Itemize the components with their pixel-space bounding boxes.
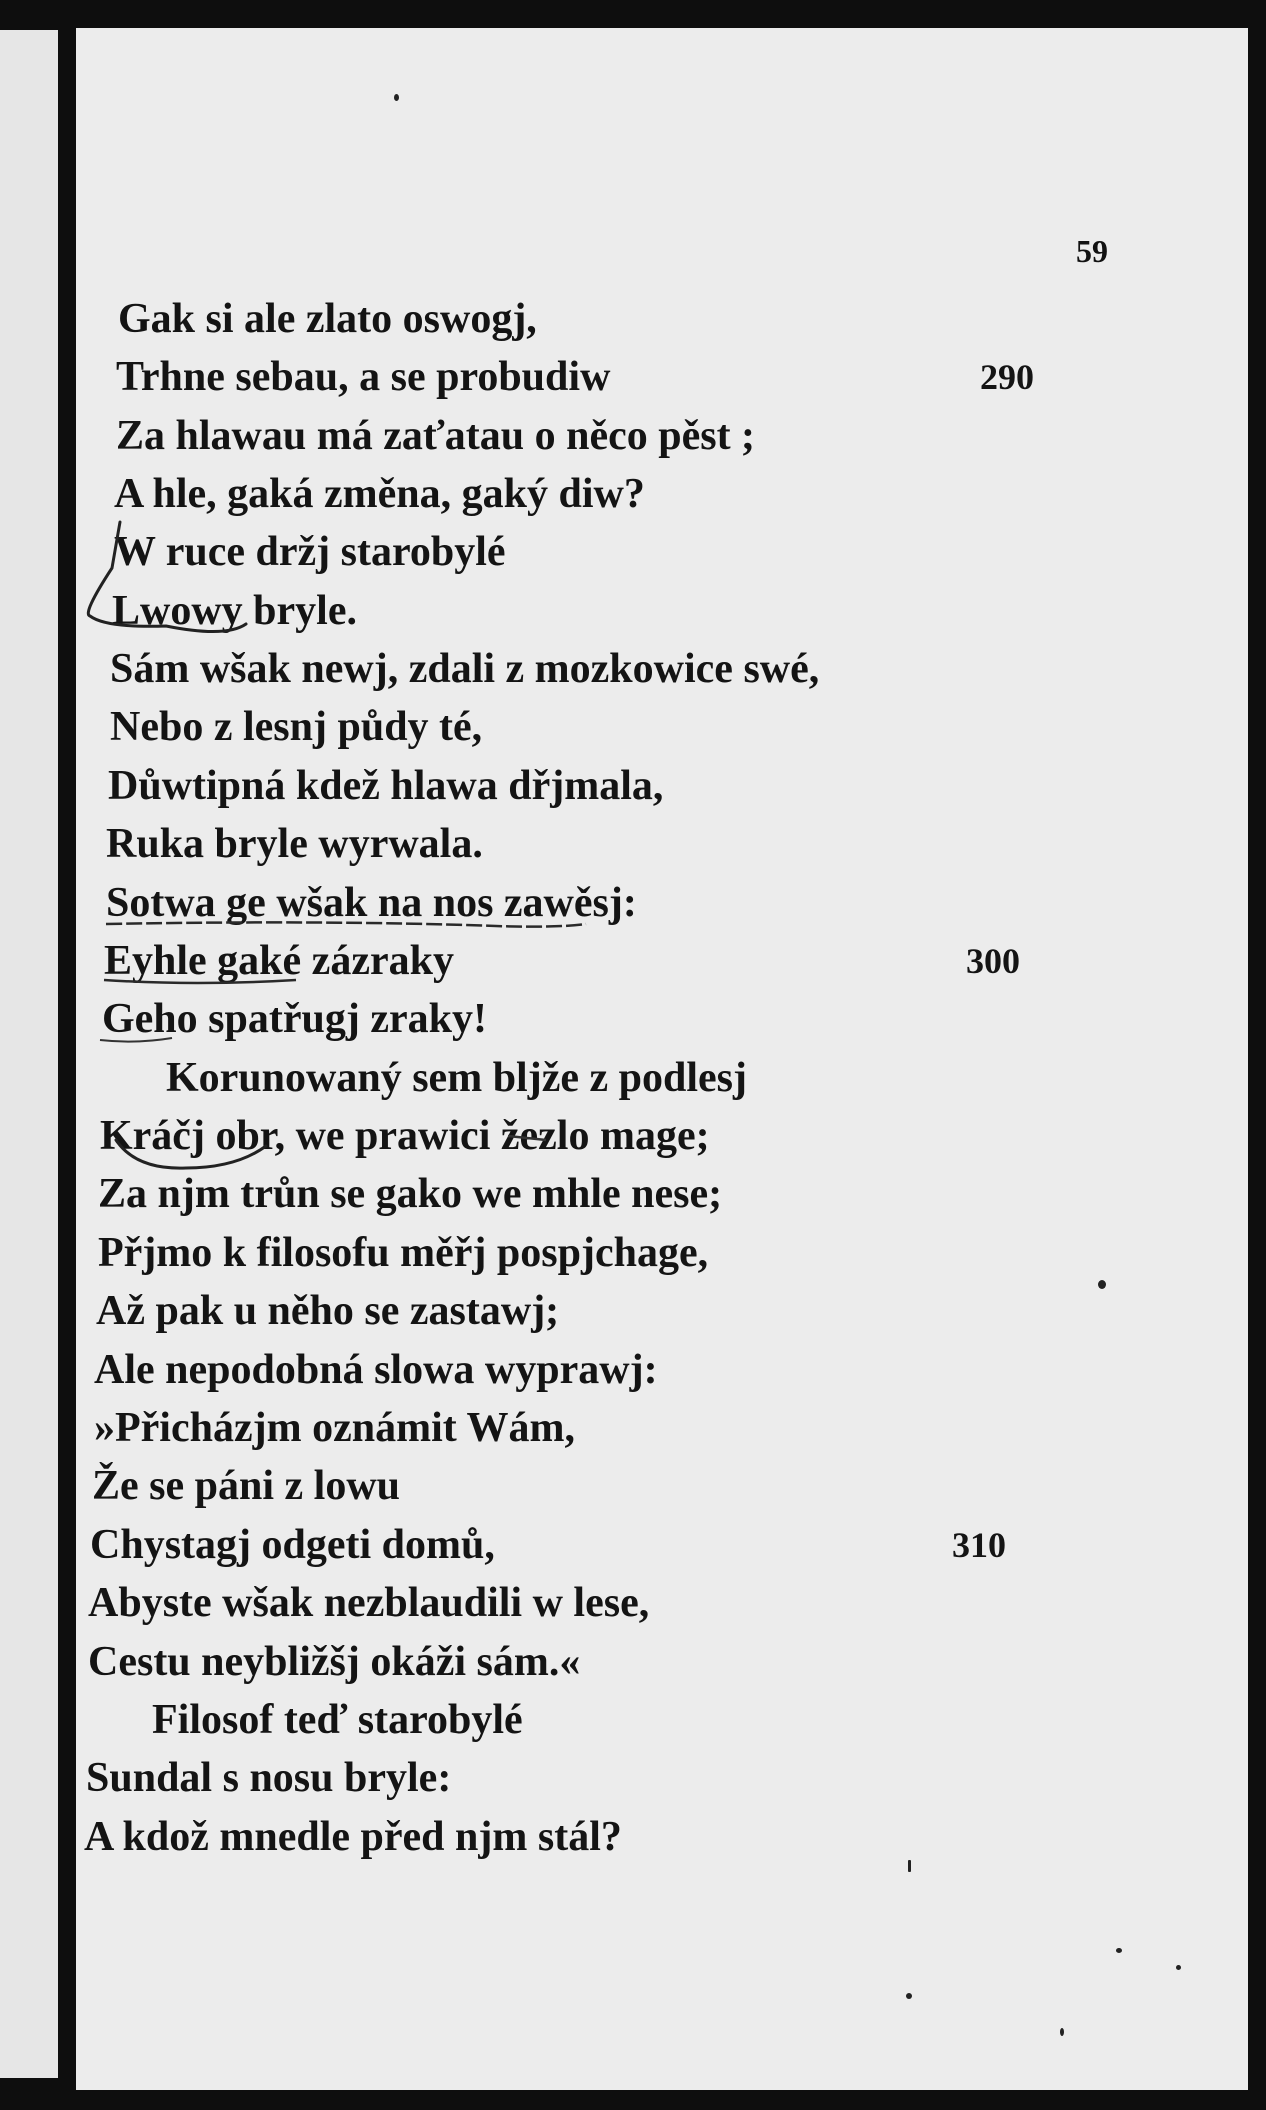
poem-line: A kdož mnedle před njm stál? — [84, 1814, 622, 1860]
poem-line: Abyste wšak nezblaudili w lese, — [88, 1580, 650, 1626]
verse-number: 290 — [980, 357, 1034, 397]
scan-speck — [394, 94, 399, 101]
adjacent-page-edge — [0, 30, 58, 2078]
poem-line: Geho spatřugj zraky! — [102, 996, 487, 1042]
poem-line: Ruka bryle wyrwala. — [106, 821, 483, 867]
scan-speck — [1098, 1280, 1106, 1289]
poem-line: Lwowy bryle. — [112, 588, 357, 634]
scan-speck — [1176, 1965, 1181, 1970]
scan-speck — [906, 1993, 912, 1999]
poem-line: Kráčj obr, we prawici žezlo mage; — [100, 1113, 710, 1159]
poem-line: Přjmo k filosofu měřj pospjchage, — [98, 1230, 709, 1276]
page-number: 59 — [1076, 233, 1108, 269]
poem-line: Nebo z lesnj půdy té, — [110, 704, 483, 750]
poem-line: Důwtipná kdež hlawa dřjmala, — [108, 763, 664, 809]
poem-line: Chystagj odgeti domů, — [90, 1522, 495, 1568]
poem-line: Že se páni z lowu — [92, 1463, 401, 1509]
poem-line: A hle, gaká změna, gaký diw? — [114, 471, 645, 517]
scan-speck — [908, 1860, 911, 1872]
poem-line: Trhne sebau, a se probudiw — [116, 354, 611, 400]
poem-line: »Přicházjm oznámit Wám, — [94, 1405, 575, 1451]
poem-line: Až pak u něho se zastawj; — [96, 1288, 560, 1334]
poem-line: Eyhle gaké zázraky — [104, 938, 454, 984]
poem-line: Korunowaný sem bljže z podlesj — [166, 1055, 747, 1101]
poem-line: Sotwa ge wšak na nos zawěsj: — [106, 880, 637, 926]
poem-line: Gak si ale zlato oswogj, — [118, 296, 537, 342]
poem-line: Ale nepodobná slowa wyprawj: — [94, 1347, 658, 1393]
scan-speck — [1116, 1948, 1122, 1953]
poem-line: W ruce držj starobylé — [114, 529, 506, 575]
poem-line: Za hlawau má zaťatau o něco pěst ; — [116, 413, 756, 459]
verse-number: 300 — [966, 941, 1020, 981]
poem-line: Sám wšak newj, zdali z mozkowice swé, — [110, 646, 820, 692]
poem-line: Cestu neybližšj okáži sám.« — [88, 1639, 581, 1685]
verse-number: 310 — [952, 1525, 1006, 1565]
poem-line: Filosof teď starobylé — [152, 1697, 523, 1743]
poem-line: Za njm trůn se gako we mhle nese; — [98, 1171, 723, 1217]
book-page — [76, 28, 1248, 2090]
poem-line: Sundal s nosu bryle: — [86, 1755, 452, 1801]
scan-speck — [1060, 2028, 1064, 2036]
